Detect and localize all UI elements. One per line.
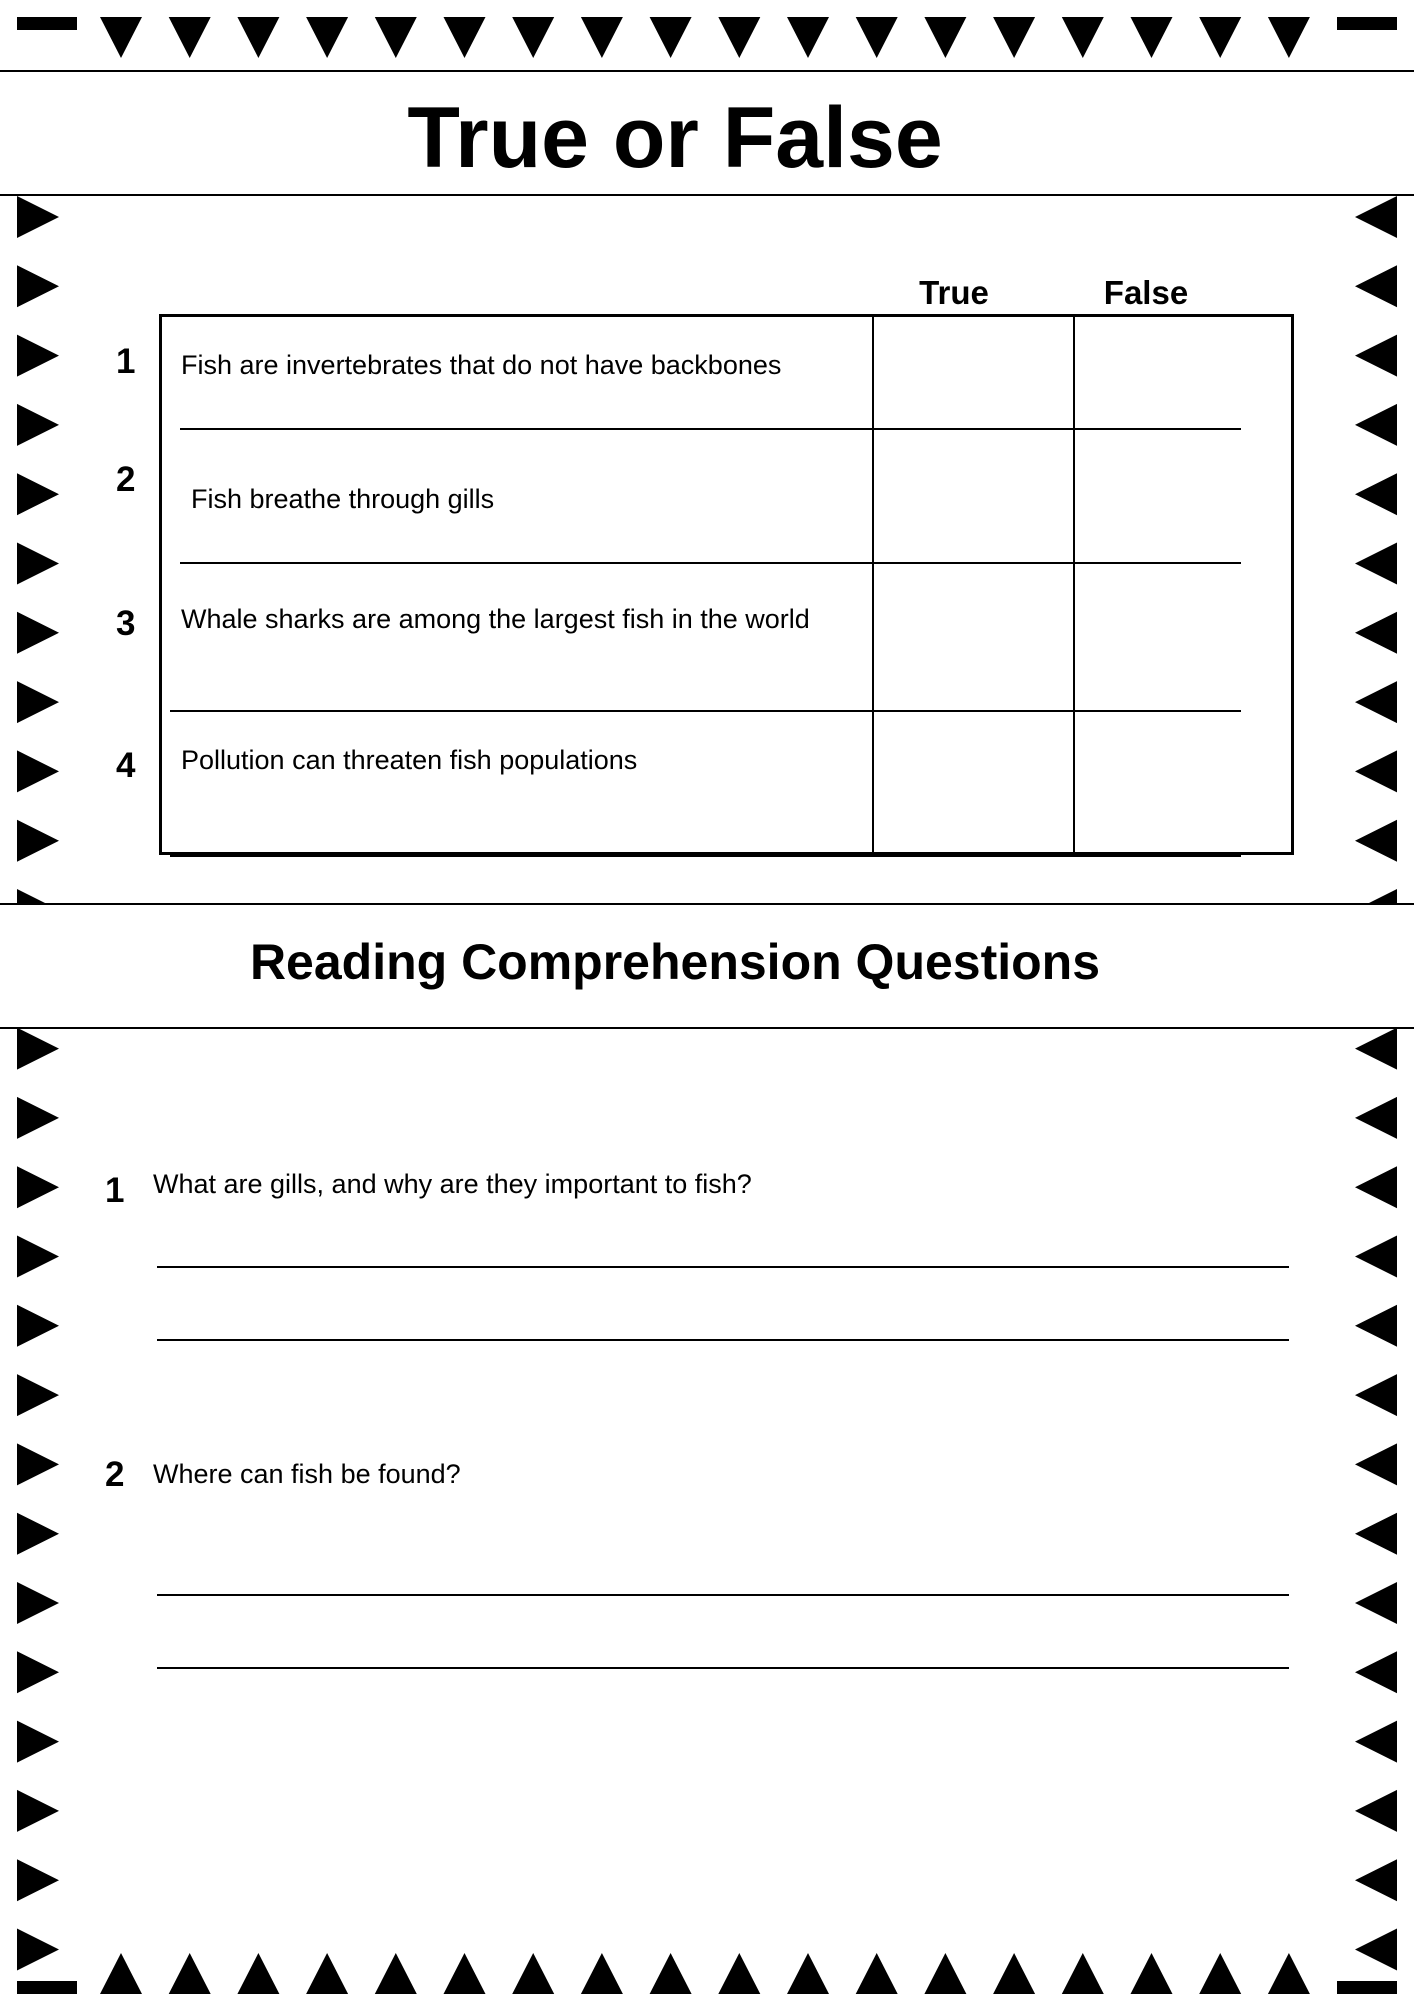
- border-triangle: [17, 404, 59, 446]
- border-triangle: [1355, 1859, 1397, 1901]
- border-triangle: [169, 17, 211, 58]
- statement-number: 2: [116, 460, 136, 499]
- border-triangle: [17, 335, 59, 377]
- border-triangle: [17, 1582, 59, 1624]
- border-triangle: [1355, 1305, 1397, 1347]
- border-triangle: [169, 1953, 211, 1994]
- border-triangle: [17, 820, 59, 862]
- false-answer-cell[interactable]: [1075, 430, 1291, 562]
- border-triangle: [1062, 1953, 1104, 1994]
- border-triangle: [993, 17, 1035, 58]
- border-triangle: [787, 17, 829, 58]
- corner-bar: [1337, 1981, 1397, 1994]
- border-triangle: [581, 1953, 623, 1994]
- statement-text: Whale sharks are among the largest fish in the world: [181, 604, 810, 634]
- border-triangle: [1355, 1443, 1397, 1485]
- border-triangle: [17, 1721, 59, 1763]
- answer-line[interactable]: [157, 1266, 1289, 1268]
- corner-bar: [17, 1981, 77, 1994]
- border-triangle: [1355, 750, 1397, 792]
- true-answer-cell[interactable]: [874, 712, 1073, 854]
- border-triangle: [787, 1953, 829, 1994]
- border-triangle: [444, 17, 486, 58]
- border-triangle: [1355, 1374, 1397, 1416]
- border-triangle: [1355, 335, 1397, 377]
- border-triangle: [1355, 265, 1397, 307]
- row-divider: [170, 855, 1241, 857]
- border-triangle: [581, 17, 623, 58]
- true-answer-cell[interactable]: [874, 430, 1073, 562]
- border-triangle: [1355, 681, 1397, 723]
- border-triangle: [237, 1953, 279, 1994]
- border-triangle: [1355, 1790, 1397, 1832]
- border-triangle: [1131, 17, 1173, 58]
- answer-line[interactable]: [157, 1667, 1289, 1669]
- border-triangle: [17, 196, 59, 238]
- border-triangle: [17, 265, 59, 307]
- true-column-header: True: [919, 274, 989, 311]
- border-triangle: [1355, 1721, 1397, 1763]
- border-triangle: [1355, 1028, 1397, 1070]
- border-triangle: [17, 1651, 59, 1693]
- border-triangle: [17, 1443, 59, 1485]
- question-number: 2: [105, 1455, 125, 1494]
- border-triangle: [1355, 1236, 1397, 1278]
- section-title: Reading Comprehension Questions: [249, 934, 1101, 990]
- border-triangle: [17, 1028, 59, 1070]
- border-triangle: [993, 1953, 1035, 1994]
- answer-line[interactable]: [157, 1339, 1289, 1341]
- border-triangle: [1355, 612, 1397, 654]
- page-title: True or False: [407, 90, 943, 186]
- border-triangle: [1131, 1953, 1173, 1994]
- border-triangle: [512, 1953, 554, 1994]
- border-triangle: [17, 473, 59, 515]
- statement-number: 1: [116, 342, 136, 381]
- border-triangle: [924, 1953, 966, 1994]
- border-triangle: [1199, 17, 1241, 58]
- border-triangle: [100, 17, 142, 58]
- border-triangle: [1355, 1929, 1397, 1971]
- corner-bar: [1337, 17, 1397, 30]
- border-triangle: [17, 1305, 59, 1347]
- question-text: Where can fish be found?: [153, 1459, 461, 1489]
- border-triangle: [856, 17, 898, 58]
- statement-text: Fish breathe through gills: [191, 484, 495, 514]
- true-answer-cell[interactable]: [874, 317, 1073, 428]
- true-answer-cell[interactable]: [874, 564, 1073, 710]
- border-triangle: [718, 17, 760, 58]
- false-column-header: False: [1103, 274, 1189, 311]
- false-answer-cell[interactable]: [1075, 564, 1291, 710]
- border-triangle: [1355, 196, 1397, 238]
- statement-number: 3: [116, 604, 136, 643]
- border-triangle: [718, 1953, 760, 1994]
- border-triangle: [17, 1166, 59, 1208]
- border-triangle: [375, 17, 417, 58]
- border-triangle: [17, 543, 59, 585]
- border-triangle: [1355, 1513, 1397, 1555]
- border-triangle: [924, 17, 966, 58]
- border-triangle: [1268, 17, 1310, 58]
- border-triangle: [17, 1097, 59, 1139]
- border-triangle: [17, 750, 59, 792]
- statement-text: Pollution can threaten fish populations: [181, 745, 638, 775]
- border-triangle: [1355, 1166, 1397, 1208]
- border-triangle: [1355, 1582, 1397, 1624]
- border-triangle: [17, 1929, 59, 1971]
- border-triangle: [650, 17, 692, 58]
- border-triangle: [17, 1859, 59, 1901]
- border-triangle: [100, 1953, 142, 1994]
- border-triangle: [1062, 17, 1104, 58]
- border-triangle: [306, 17, 348, 58]
- answer-line[interactable]: [157, 1594, 1289, 1596]
- corner-bar: [17, 17, 77, 30]
- border-triangle: [17, 612, 59, 654]
- border-triangle: [856, 1953, 898, 1994]
- border-triangle: [1355, 820, 1397, 862]
- false-answer-cell[interactable]: [1075, 712, 1291, 854]
- question-number: 1: [105, 1171, 125, 1210]
- border-triangle: [1355, 473, 1397, 515]
- border-triangle: [1355, 543, 1397, 585]
- border-triangle: [17, 1236, 59, 1278]
- border-triangle: [17, 681, 59, 723]
- border-triangle: [1199, 1953, 1241, 1994]
- border-triangle: [444, 1953, 486, 1994]
- question-text: What are gills, and why are they important to fish?: [153, 1169, 752, 1199]
- statement-text: Fish are invertebrates that do not have backbones: [181, 350, 782, 380]
- border-triangle: [375, 1953, 417, 1994]
- false-answer-cell[interactable]: [1075, 317, 1291, 428]
- border-triangle: [17, 1513, 59, 1555]
- border-triangle: [17, 1374, 59, 1416]
- border-triangle: [306, 1953, 348, 1994]
- border-triangle: [1268, 1953, 1310, 1994]
- border-triangle: [237, 17, 279, 58]
- border-triangle: [17, 1790, 59, 1832]
- border-triangle: [512, 17, 554, 58]
- border-triangle: [1355, 1097, 1397, 1139]
- border-triangle: [650, 1953, 692, 1994]
- border-triangle: [1355, 1651, 1397, 1693]
- statement-number: 4: [116, 746, 136, 785]
- border-triangle: [1355, 404, 1397, 446]
